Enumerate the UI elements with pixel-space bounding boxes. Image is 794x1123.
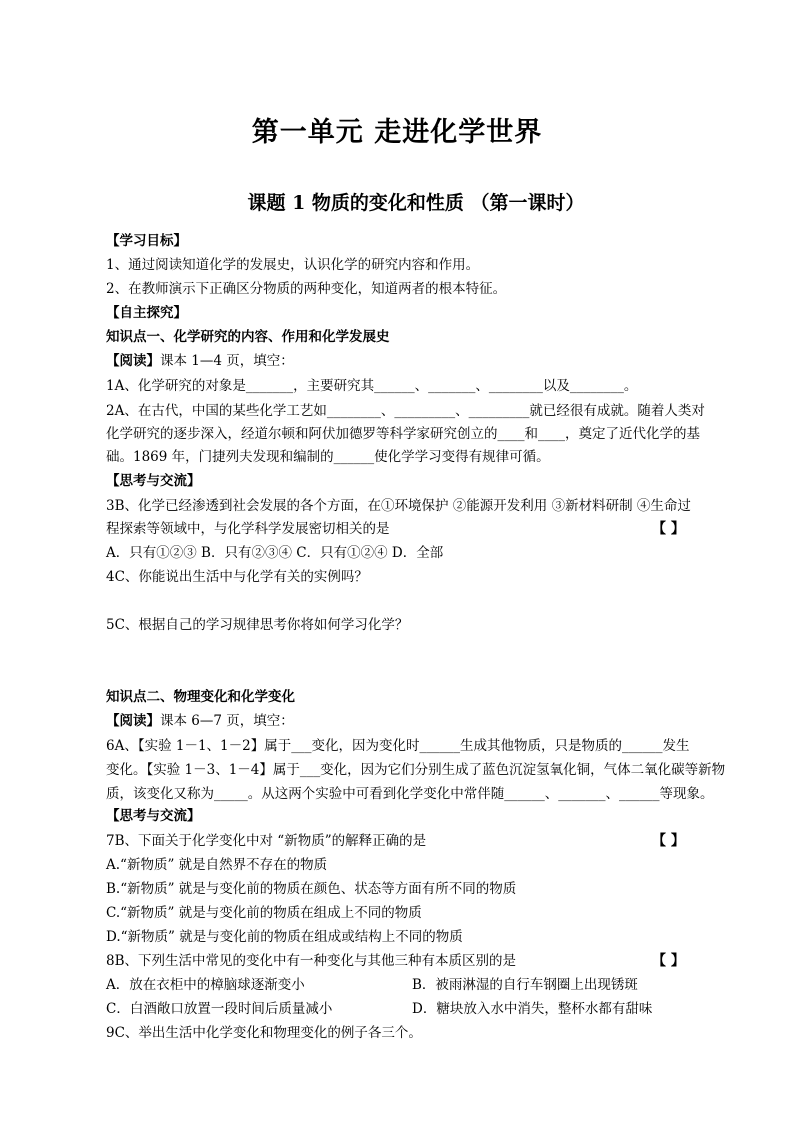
knowledge-point-1-heading: 知识点一、化学研究的内容、作用和化学发展史 bbox=[106, 329, 390, 345]
question-6a-line-1: 6A、【实验 1－1、1－2】属于___变化，因为变化时______生成其他物质，只是物质的______发生 bbox=[106, 738, 690, 754]
lesson-title: 课题 1 物质的变化和性质 （第一课时） bbox=[247, 192, 585, 214]
question-8-option-a: A．放在衣柜中的樟脑球逐渐变小 bbox=[106, 977, 305, 993]
question-7-option-c: C.“新物质” 就是与变化前的物质在组成上不同的物质 bbox=[106, 905, 422, 921]
reading-1 bbox=[106, 352, 294, 370]
question-3b-line-2: 程探索等领域中，与化学科学发展密切相关的是 bbox=[106, 521, 390, 537]
learning-goals-heading: 【学习目标】 bbox=[106, 233, 187, 249]
knowledge-point-2-heading: 知识点二、物理变化和化学变化 bbox=[106, 689, 295, 705]
question-2a-line-3: 础。1869 年，门捷列夫发现和编制的______使化学学习变得有规律可循。 bbox=[106, 449, 550, 465]
question-3b-options: A．只有①②③ B．只有②③④ C．只有①②④ D．全部 bbox=[106, 545, 444, 561]
question-7-option-a: A.“新物质” 就是自然界不存在的物质 bbox=[106, 857, 328, 873]
answer-bracket-8b: 【 】 bbox=[652, 953, 685, 969]
reading-2 bbox=[106, 712, 294, 730]
question-8-option-d: D．糖块放入水中消失，整杯水都有甜味 bbox=[412, 1001, 653, 1017]
question-4c: 4C、你能说出生活中与化学有关的实例吗？ bbox=[106, 569, 368, 585]
think-exchange-heading-1: 【思考与交流】 bbox=[106, 473, 201, 489]
goal-2: 2、在教师演示下正确区分物质的两种变化，知道两者的根本特征。 bbox=[106, 281, 507, 297]
question-3b-line-1: 3B、化学已经渗透到社会发展的各个方面，在①环境保护 ②能源开发利用 ③新材料研制 ④生命过 bbox=[106, 498, 691, 514]
question-1a: 1A、化学研究的对象是_______，主要研究其______、_______、________以及________。 bbox=[106, 378, 638, 394]
reading-text: 课本 6—7 页，填空： bbox=[160, 713, 294, 729]
self-explore-heading: 【自主探究】 bbox=[106, 305, 187, 321]
question-7-option-d: D.“新物质” 就是与变化前的物质在组成或结构上不同的物质 bbox=[106, 929, 463, 945]
question-8-option-b: B．被雨淋湿的自行车钢圈上出现锈斑 bbox=[412, 977, 638, 993]
question-7b: 7B、下面关于化学变化中对 “新物质”的解释正确的是 bbox=[106, 833, 427, 849]
question-5c: 5C、根据自己的学习规律思考你将如何学习化学？ bbox=[106, 617, 409, 633]
reading-tag: 【阅读】 bbox=[106, 713, 160, 729]
question-7-option-b: B.“新物质” 就是与变化前的物质在颜色、状态等方面有所不同的物质 bbox=[106, 881, 517, 897]
answer-bracket-7b: 【 】 bbox=[652, 833, 685, 849]
reading-tag: 【阅读】 bbox=[106, 353, 160, 369]
question-8-option-c: C．白酒敞口放置一段时间后质量减小 bbox=[106, 1001, 333, 1017]
question-8b: 8B、下列生活中常见的变化中有一种变化与其他三种有本质区别的是 bbox=[106, 953, 517, 969]
page-title: 第一单元 走进化学世界 bbox=[251, 117, 543, 148]
question-6a-line-3: 质，该变化又称为_____。从这两个实验中可看到化学变化中常伴随______、_______、______等现象。 bbox=[106, 786, 714, 802]
question-6a-line-2: 变化。【实验 1－3、1－4】属于___变化，因为它们分别生成了蓝色沉淀氢氧化铜，气体二氧化碳等新物 bbox=[106, 762, 726, 778]
question-2a-line-2: 化学研究的逐步深入，经道尔顿和阿伏加德罗等科学家研究创立的____和____，奠定了近代化学的基 bbox=[106, 426, 700, 442]
think-exchange-heading-2: 【思考与交流】 bbox=[106, 808, 201, 824]
question-2a-line-1: 2A、在古代，中国的某些化学工艺如________、_________、_________就已经很有成就。随着人类对 bbox=[106, 403, 705, 419]
goal-1: 1、通过阅读知道化学的发展史，认识化学的研究内容和作用。 bbox=[106, 257, 480, 273]
reading-text: 课本 1—4 页，填空： bbox=[160, 353, 294, 369]
answer-bracket-3b: 【 】 bbox=[652, 521, 685, 537]
question-9c: 9C、举出生活中化学变化和物理变化的例子各三个。 bbox=[106, 1025, 422, 1041]
